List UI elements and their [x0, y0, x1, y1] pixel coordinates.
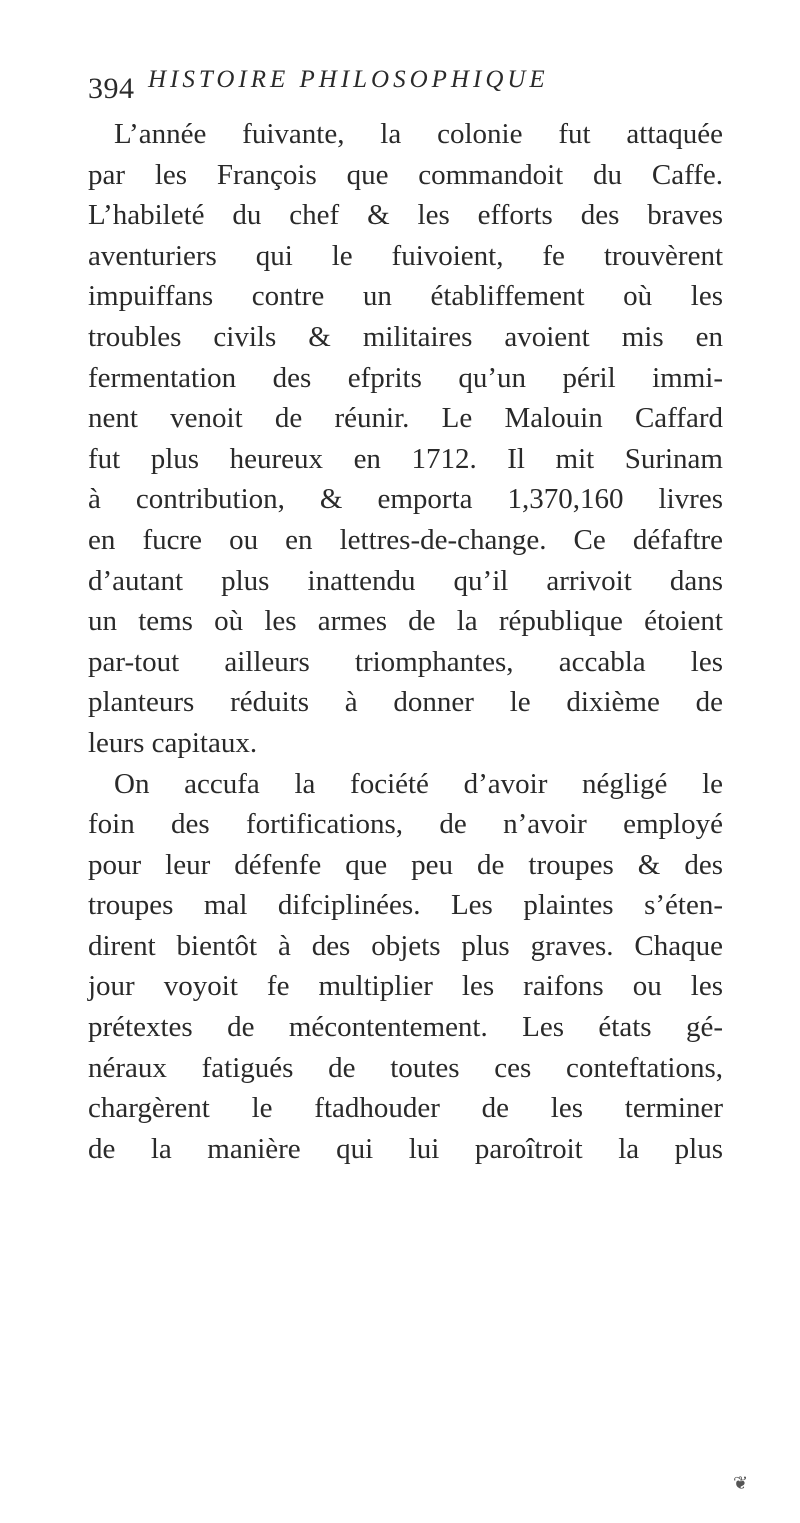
text-line: impuiffans contre un établiffement où les — [88, 280, 723, 313]
text-line: à contribution, & emporta 1,370,160 livres — [88, 483, 723, 516]
text-line: prétextes de mécontentement. Les états gé- — [88, 1011, 723, 1044]
text-line: troupes mal difciplinées. Les plaintes s’éten- — [88, 889, 723, 922]
text-line: aventuriers qui le fuivoient, fe trouvèrent — [88, 239, 723, 272]
text-line: L’habileté du chef & les efforts des braves — [88, 199, 723, 232]
text-line: dirent bientôt à des objets plus graves. Chaque — [88, 929, 723, 962]
text-line: de la manière qui lui paroîtroit la plus — [88, 1132, 723, 1165]
text-line: On accufa la fociété d’avoir négligé le — [114, 767, 723, 800]
text-line: pour leur défenfe que peu de troupes & des — [88, 848, 723, 881]
body-text — [88, 114, 723, 1169]
text-line: leurs capitaux. — [88, 726, 258, 759]
text-line: chargèrent le ftadhouder de les terminer — [88, 1092, 723, 1125]
text-line: nent venoit de réunir. Le Malouin Caffard — [88, 402, 723, 435]
running-title: HISTOIRE PHILOSOPHIQUE — [148, 66, 549, 93]
signature-mark: ❦ — [733, 1473, 749, 1493]
text-line: en fucre ou en lettres-de-change. Ce défaftre — [88, 523, 723, 556]
text-line: troubles civils & militaires avoient mis en — [88, 320, 723, 353]
text-line: d’autant plus inattendu qu’il arrivoit dans — [88, 564, 723, 597]
text-line: planteurs réduits à donner le dixième de — [88, 686, 723, 719]
text-line: par-tout ailleurs triomphantes, accabla les — [88, 645, 723, 678]
text-line: un tems où les armes de la république étoient — [88, 605, 723, 638]
text-line: fut plus heureux en 1712. Il mit Surinam — [88, 442, 723, 475]
text-line: par les François que commandoit du Caffe. — [88, 158, 723, 191]
text-line: foin des fortifications, de n’avoir employé — [88, 808, 723, 841]
text-line: néraux fatigués de toutes ces conteftations, — [88, 1051, 723, 1084]
text-line: jour voyoit fe multiplier les raifons ou les — [88, 970, 723, 1003]
text-line: L’année fuivante, la colonie fut attaquée — [114, 118, 723, 150]
page-number: 394 — [88, 72, 135, 105]
running-head — [88, 66, 728, 106]
text-line: fermentation des efprits qu’un péril immi- — [88, 361, 723, 394]
